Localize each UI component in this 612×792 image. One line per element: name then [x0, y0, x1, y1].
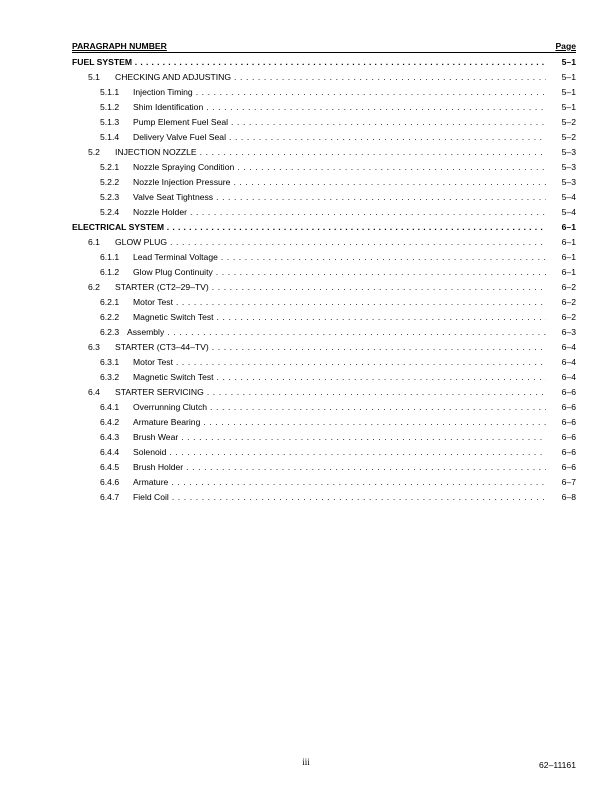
document-number: 62–11161: [539, 760, 576, 770]
toc-entry-title: CHECKING AND ADJUSTING . . .: [115, 70, 546, 85]
toc-entry[interactable]: [72, 475, 576, 490]
toc-entry[interactable]: [72, 445, 576, 460]
toc-entry-title: Motor Test . . .: [133, 355, 546, 370]
toc-entry-page: 5–2: [561, 132, 576, 142]
toc-entry-page: 6–1: [561, 237, 576, 247]
toc-entry-page: 5–1: [561, 87, 576, 97]
paragraph-number-heading: PARAGRAPH NUMBER: [72, 41, 167, 51]
toc-entry-page: 5–3: [561, 162, 576, 172]
toc-entry-title: Pump Element Fuel Seal . . .: [133, 115, 546, 130]
toc-entry-title: Magnetic Switch Test . . .: [133, 370, 546, 385]
toc-entry[interactable]: [72, 70, 576, 85]
toc-entry[interactable]: [72, 400, 576, 415]
toc-entry-page: 5–1: [561, 102, 576, 112]
toc-entry-title: Assembly . . .: [127, 325, 546, 340]
toc-entry-number: 6.4.5: [100, 462, 120, 472]
toc-entry-title: Injection Timing . . .: [133, 85, 546, 100]
toc-entry-title: Field Coil . . .: [133, 490, 546, 505]
toc-entry[interactable]: [72, 490, 576, 505]
page-number: iii: [302, 757, 310, 767]
toc-entry[interactable]: [72, 385, 576, 400]
toc-entry-title: Shim Identification . . .: [133, 100, 546, 115]
toc-entry-page: 6–1: [561, 252, 576, 262]
toc-entry[interactable]: [72, 460, 576, 475]
toc-entry-title: GLOW PLUG . . .: [115, 235, 546, 250]
toc-entry-page: 6–6: [561, 462, 576, 472]
toc-entry-number: 6.4.1: [100, 402, 120, 412]
toc-entry[interactable]: [72, 310, 576, 325]
toc-entry[interactable]: [72, 205, 576, 220]
toc-entry-number: 6.4.6: [100, 477, 120, 487]
toc-entry-page: 5–2: [561, 117, 576, 127]
toc-entry-number: 6.3: [88, 342, 100, 352]
toc-entry-page: 5–3: [561, 177, 576, 187]
toc-entry[interactable]: [72, 175, 576, 190]
toc-entry[interactable]: [72, 85, 576, 100]
toc-entry-number: 5.1: [88, 72, 100, 82]
toc-entry[interactable]: [72, 280, 576, 295]
toc-entry-title: ELECTRICAL SYSTEM . . .: [72, 220, 546, 235]
toc-entry-number: 6.4.3: [100, 432, 120, 442]
toc-entry-title: STARTER (CT2–29–TV) . . .: [115, 280, 546, 295]
toc-entry-title: FUEL SYSTEM . . .: [72, 55, 546, 70]
toc-entry-number: 5.2.3: [100, 192, 120, 202]
toc-entry-title: Nozzle Injection Pressure . . .: [133, 175, 546, 190]
toc-entry[interactable]: [72, 190, 576, 205]
toc-entry-title: Motor Test . . .: [133, 295, 546, 310]
toc-entry-number: 6.4: [88, 387, 100, 397]
toc-entry-number: 5.1.1: [100, 87, 120, 97]
toc-entry-number: 6.1: [88, 237, 100, 247]
toc-entry-number: 5.1.3: [100, 117, 120, 127]
toc-entry-page: 5–3: [561, 147, 576, 157]
toc-entry-page: 6–4: [561, 357, 576, 367]
toc-entry-title: STARTER (CT3–44–TV) . . .: [115, 340, 546, 355]
toc-entry-page: 5–4: [561, 192, 576, 202]
toc-entry-title: Brush Holder . . .: [133, 460, 546, 475]
toc-entry[interactable]: [72, 115, 576, 130]
toc-entry-page: 6–3: [561, 327, 576, 337]
toc-entry-number: 6.2.3: [100, 327, 120, 337]
toc-entry-title: INJECTION NOZZLE . . .: [115, 145, 546, 160]
toc-entry-title: Overrunning Clutch . . .: [133, 400, 546, 415]
toc-header: [72, 41, 576, 53]
toc-section[interactable]: [72, 55, 576, 70]
toc-entry[interactable]: [72, 295, 576, 310]
toc-entry-number: 5.2.1: [100, 162, 120, 172]
toc-entry-page: 6–1: [561, 222, 576, 232]
toc-entry-title: Delivery Valve Fuel Seal . . .: [133, 130, 546, 145]
toc-entry-page: 6–6: [561, 402, 576, 412]
toc-entry-number: 5.1.4: [100, 132, 120, 142]
toc-entry-number: 5.1.2: [100, 102, 120, 112]
toc-entry-title: Brush Wear . . .: [133, 430, 546, 445]
toc-entry-title: Glow Plug Continuity . . .: [133, 265, 546, 280]
toc-entry[interactable]: [72, 100, 576, 115]
toc-entry[interactable]: [72, 325, 576, 340]
toc-entry-number: 6.2.1: [100, 297, 120, 307]
toc-entry[interactable]: [72, 145, 576, 160]
toc-entry[interactable]: [72, 235, 576, 250]
toc-entry-page: 5–4: [561, 207, 576, 217]
toc-entry-page: 6–6: [561, 387, 576, 397]
toc-entry-page: 6–1: [561, 267, 576, 277]
toc-entry[interactable]: [72, 265, 576, 280]
toc-section[interactable]: [72, 220, 576, 235]
toc-entry[interactable]: [72, 340, 576, 355]
toc-entry-page: 6–8: [561, 492, 576, 502]
toc-entry-page: 5–1: [561, 72, 576, 82]
toc-entry-number: 6.4.7: [100, 492, 120, 502]
toc-entry-page: 6–4: [561, 342, 576, 352]
toc-entry-number: 5.2: [88, 147, 100, 157]
page-heading: Page: [555, 41, 576, 51]
toc-entry[interactable]: [72, 355, 576, 370]
toc-entry[interactable]: [72, 250, 576, 265]
toc-entry-number: 5.2.4: [100, 207, 120, 217]
toc-entry-title: Armature . . .: [133, 475, 546, 490]
toc-entry[interactable]: [72, 130, 576, 145]
toc-entry-title: Nozzle Spraying Condition . . .: [133, 160, 546, 175]
toc-entry-number: 6.1.2: [100, 267, 120, 277]
toc-entry-number: 6.1.1: [100, 252, 120, 262]
toc-entry-number: 6.4.4: [100, 447, 120, 457]
toc-entry-number: 6.2: [88, 282, 100, 292]
toc-entry[interactable]: [72, 430, 576, 445]
toc-entry-page: 6–2: [561, 297, 576, 307]
toc-entry-number: 6.3.2: [100, 372, 120, 382]
toc-entry-page: 6–6: [561, 417, 576, 427]
toc-entry-title: Lead Terminal Voltage . . .: [133, 250, 546, 265]
toc-entry-page: 6–2: [561, 312, 576, 322]
toc-entry-page: 6–2: [561, 282, 576, 292]
toc-entry-page: 5–1: [561, 57, 576, 67]
toc-entry-page: 6–7: [561, 477, 576, 487]
toc-entry-title: Armature Bearing . . .: [133, 415, 546, 430]
toc-entry[interactable]: [72, 160, 576, 175]
toc-entry-page: 6–6: [561, 432, 576, 442]
toc-entry-number: 6.2.2: [100, 312, 120, 322]
toc-entry-page: 6–4: [561, 372, 576, 382]
toc-entry-title: Nozzle Holder . . .: [133, 205, 546, 220]
toc-entry-title: Magnetic Switch Test . . .: [133, 310, 546, 325]
toc-entry-title: Valve Seat Tightness . . .: [133, 190, 546, 205]
toc-entry-page: 6–6: [561, 447, 576, 457]
toc-entry-number: 5.2.2: [100, 177, 120, 187]
toc-entry-title: Solenoid . . .: [133, 445, 546, 460]
toc-entry[interactable]: [72, 415, 576, 430]
toc-entry-number: 6.4.2: [100, 417, 120, 427]
toc-entry[interactable]: [72, 370, 576, 385]
toc-entry-number: 6.3.1: [100, 357, 120, 367]
toc-entry-title: STARTER SERVICING . . .: [115, 385, 546, 400]
